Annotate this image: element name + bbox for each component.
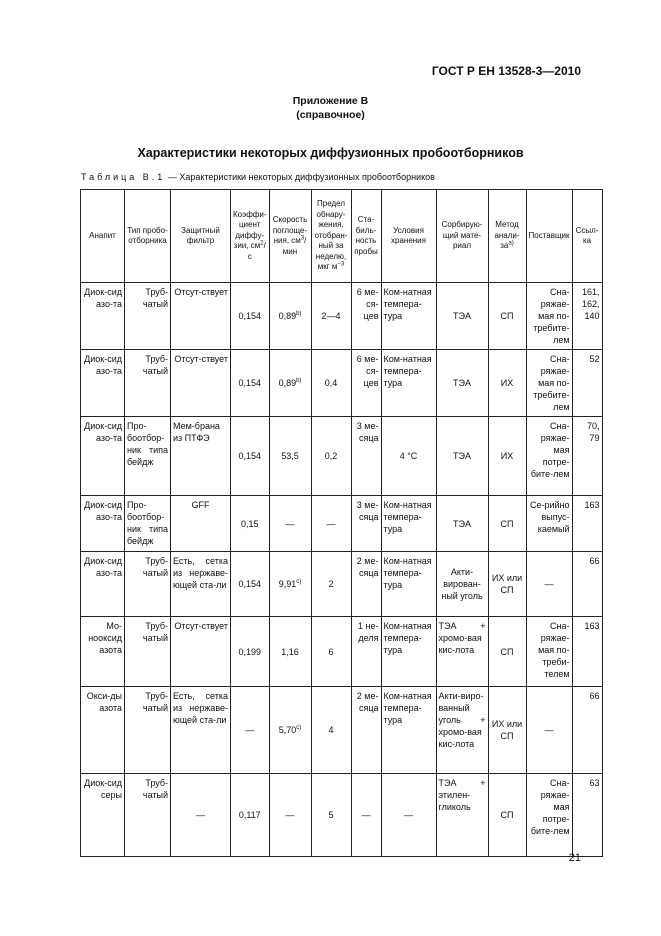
cell-storage: Ком-натная темпера-тура — [381, 617, 436, 687]
cell-storage: Ком-натная темпера-тура — [381, 283, 436, 350]
cell-coefficient: 0,199 — [231, 617, 270, 687]
cell-supplier: Сна-ряжае-мая по-треби-телем — [526, 617, 572, 687]
cell-storage: Ком-натная темпера-тура — [381, 350, 436, 417]
table-row — [81, 552, 603, 617]
cell-detection-limit: 6 — [311, 617, 351, 687]
cell-method: ИХ или СП — [488, 687, 526, 774]
header-supplier: Поставщик — [526, 190, 572, 283]
cell-reference: 66 — [572, 687, 602, 774]
cell-filter: Отсут-ствует — [171, 350, 231, 417]
cell-storage: 4 °С — [381, 417, 436, 496]
cell-stability: 2 ме-сяца — [351, 687, 381, 774]
sampler-characteristics-table — [80, 189, 603, 857]
cell-stability: 6 ме-ся-цев — [351, 283, 381, 350]
cell-analyte: Окси-ды азота — [81, 687, 125, 774]
cell-stability: 2 ме-сяца — [351, 552, 381, 617]
cell-stability: 1 не-деля — [351, 617, 381, 687]
header-reference: Ссыл-ка — [572, 190, 602, 283]
cell-analyte: Диок-сид азо-та — [81, 417, 125, 496]
cell-detection-limit: 5 — [311, 774, 351, 857]
cell-sorbent: ТЭА — [436, 496, 488, 552]
cell-filter: Есть, сетка из нержаве-ющей ста-ли — [171, 687, 231, 774]
cell-coefficient: 0,117 — [231, 774, 270, 857]
cell-method: ИХ или СП — [488, 552, 526, 617]
cell-method: СП — [488, 617, 526, 687]
cell-sorbent: ТЭА + хромо-вая кис-лота — [436, 617, 488, 687]
cell-stability: 3 ме-сяца — [351, 496, 381, 552]
header-sampler-type: Тип пробо-отборника — [125, 190, 171, 283]
cell-method: ИХ — [488, 350, 526, 417]
header-stability: Ста-биль-ность пробы — [351, 190, 381, 283]
cell-stability: 6 ме-ся-цев — [351, 350, 381, 417]
annex-heading — [0, 94, 661, 122]
cell-filter: Отсут-ствует — [171, 617, 231, 687]
cell-coefficient: 0,154 — [231, 552, 270, 617]
cell-sorbent: Акти-виро-ванный уголь + хромо-вая кис-лота — [436, 687, 488, 774]
header-diffusion-coefficient: Коэффи-циент диффу-зии, $см^2/с$ — [231, 190, 270, 283]
cell-sampler-type: Труб-чатый — [125, 283, 171, 350]
cell-supplier: — — [526, 687, 572, 774]
table-header-row — [81, 190, 603, 283]
cell-reference: 161, 162, 140 — [572, 283, 602, 350]
cell-analyte: Мо-нооксид азота — [81, 617, 125, 687]
cell-reference: 163 — [572, 496, 602, 552]
cell-stability: 3 ме-сяца — [351, 417, 381, 496]
cell-detection-limit: 0,2 — [311, 417, 351, 496]
cell-rate: 0,89$^{b)}$ — [269, 350, 311, 417]
cell-supplier: Сна-ряжае-мая по-требите-лем — [526, 350, 572, 417]
cell-analyte: Диок-сид азо-та — [81, 283, 125, 350]
cell-reference: 163 — [572, 617, 602, 687]
cell-sorbent: ТЭА — [436, 350, 488, 417]
table-row — [81, 283, 603, 350]
cell-storage: Ком-натная темпера-тура — [381, 496, 436, 552]
cell-coefficient: 0,154 — [231, 350, 270, 417]
cell-storage: Ком-натная темпера-тура — [381, 687, 436, 774]
table-row — [81, 774, 603, 857]
cell-method: ИХ — [488, 417, 526, 496]
cell-reference: 70, 79 — [572, 417, 602, 496]
cell-supplier: Сна-ряжае-мая потре-бите-лем — [526, 774, 572, 857]
cell-detection-limit: 0,4 — [311, 350, 351, 417]
cell-supplier: Сна-ряжае-мая потре-бите-лем — [526, 417, 572, 496]
header-detection-limit: Предел обнару-жения, отобран-ный за неделю, мкг $м^{-3}$ — [311, 190, 351, 283]
cell-rate: 1,16 — [269, 617, 311, 687]
table-caption-label: Таблица В.1 — [81, 172, 166, 182]
cell-coefficient: 0,154 — [231, 283, 270, 350]
annex-title: Приложение В — [292, 95, 369, 107]
cell-filter: Есть, сетка из нержаве-ющей ста-ли — [171, 552, 231, 617]
cell-sorbent: Акти-вирован-ный уголь — [436, 552, 488, 617]
cell-reference: 52 — [572, 350, 602, 417]
cell-sorbent: ТЭА + этилен-гликоль — [436, 774, 488, 857]
table-row — [81, 617, 603, 687]
cell-stability: — — [351, 774, 381, 857]
cell-detection-limit: 2 — [311, 552, 351, 617]
cell-rate: 53,5 — [269, 417, 311, 496]
cell-rate: 9,91$^{c)}$ — [269, 552, 311, 617]
cell-sorbent: ТЭА — [436, 283, 488, 350]
header-analyte: Анапит — [81, 190, 125, 283]
header-sorbent: Сорбирую-щий мате-риал — [436, 190, 488, 283]
cell-sampler-type: Труб-чатый — [125, 774, 171, 857]
cell-reference: 66 — [572, 552, 602, 617]
annex-note: (справочное) — [296, 109, 365, 121]
cell-detection-limit: 2—4 — [311, 283, 351, 350]
table-caption-text: — Характеристики некоторых диффузионных пробоотборников — [167, 172, 435, 182]
cell-supplier: Се-рийно выпус-каемый — [526, 496, 572, 552]
cell-filter: GFF — [171, 496, 231, 552]
cell-coefficient: — — [231, 687, 270, 774]
cell-filter: — — [171, 774, 231, 857]
standard-code: ГОСТ Р ЕН 13528-3—2010 — [431, 64, 581, 78]
cell-sampler-type: Труб-чатый — [125, 687, 171, 774]
header-method: Метод анали-$за^{a)}$ — [488, 190, 526, 283]
cell-rate: — — [269, 496, 311, 552]
cell-rate: 5,70$^{c)}$ — [269, 687, 311, 774]
page-number: 21 — [568, 852, 581, 864]
cell-supplier: Сна-ряжае-мая по-требите-лем — [526, 283, 572, 350]
cell-analyte: Диок-сид азо-та — [81, 552, 125, 617]
cell-analyte: Диок-сид серы — [81, 774, 125, 857]
cell-detection-limit: 4 — [311, 687, 351, 774]
cell-filter: Мем-брана из ПТФЭ — [171, 417, 231, 496]
cell-storage: — — [381, 774, 436, 857]
cell-storage: Ком-натная темпера-тура — [381, 552, 436, 617]
cell-detection-limit: — — [311, 496, 351, 552]
cell-supplier: — — [526, 552, 572, 617]
cell-analyte: Диок-сид азо-та — [81, 496, 125, 552]
table-row — [81, 417, 603, 496]
table-row — [81, 350, 603, 417]
cell-method: СП — [488, 496, 526, 552]
cell-sampler-type: Про-боотбор-ник типа бейдж — [125, 496, 171, 552]
cell-rate: 0,89$^{b)}$ — [269, 283, 311, 350]
cell-rate: — — [269, 774, 311, 857]
cell-method: СП — [488, 774, 526, 857]
header-filter: Защитный фильтр — [171, 190, 231, 283]
cell-reference: 63 — [572, 774, 602, 857]
cell-coefficient: 0,15 — [231, 496, 270, 552]
cell-sorbent: ТЭА — [436, 417, 488, 496]
table-row — [81, 687, 603, 774]
header-storage: Условия хранения — [381, 190, 436, 283]
document-title: Характеристики некоторых диффузионных пробоотборников — [137, 146, 524, 160]
cell-analyte: Диок-сид азо-та — [81, 350, 125, 417]
header-uptake-rate: Скорость поглоще-ния, $см^3$/мин — [269, 190, 311, 283]
cell-sampler-type: Труб-чатый — [125, 350, 171, 417]
cell-coefficient: 0,154 — [231, 417, 270, 496]
cell-filter: Отсут-ствует — [171, 283, 231, 350]
table-caption — [81, 172, 435, 182]
cell-sampler-type: Труб-чатый — [125, 617, 171, 687]
cell-method: СП — [488, 283, 526, 350]
cell-sampler-type: Про-боотбор-ник типа бейдж — [125, 417, 171, 496]
table-row — [81, 496, 603, 552]
cell-sampler-type: Труб-чатый — [125, 552, 171, 617]
